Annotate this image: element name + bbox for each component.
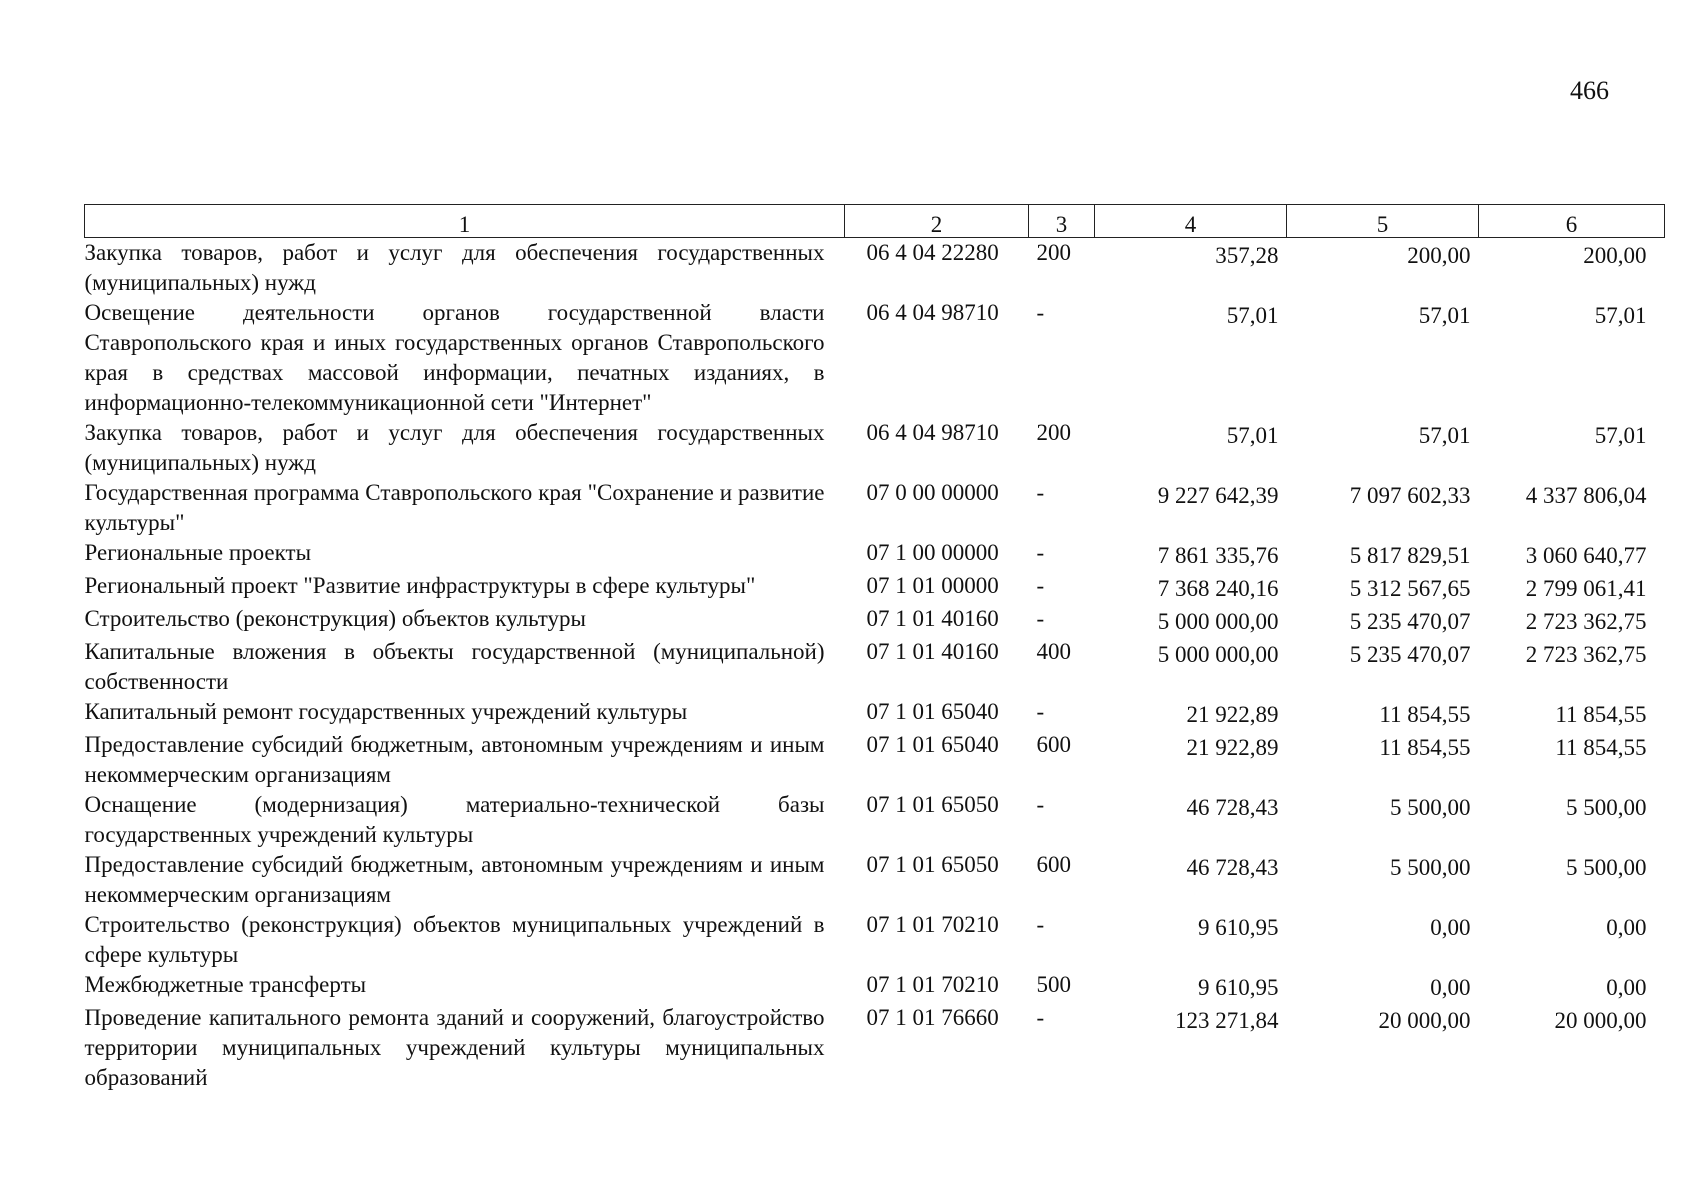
row-code: 07 1 01 65040 <box>866 732 999 757</box>
table-row <box>85 730 1665 790</box>
row-value-1: 5 000 000,00 <box>1157 609 1279 634</box>
table-row <box>85 637 1665 697</box>
table-row <box>85 790 1665 850</box>
row-name: Закупка товаров, работ и услуг для обеспечения государственных (муниципальных) нужд <box>84 240 825 295</box>
table-header <box>85 205 1665 238</box>
row-value-2: 200,00 <box>1407 243 1471 268</box>
row-name: Государственная программа Ставропольского края "Сохранение и развитие культуры" <box>84 480 825 535</box>
row-kind: - <box>1036 1005 1045 1030</box>
row-kind: - <box>1036 912 1045 937</box>
row-kind: - <box>1036 300 1045 325</box>
budget-table <box>84 204 1665 1093</box>
row-code: 07 1 01 00000 <box>866 573 999 598</box>
row-name: Межбюджетные трансферты <box>84 972 367 997</box>
row-value-2: 7 097 602,33 <box>1349 483 1471 508</box>
header-col-4: 4 <box>1095 205 1287 238</box>
row-kind: - <box>1036 699 1045 724</box>
row-name: Освещение деятельности органов государственной власти Ставропольского края и иных государственных органов Ставропольского края в средствах массовой информации, печатных изданиях, в информационно-телекоммуникационной сети "Интернет" <box>84 300 825 415</box>
row-name: Закупка товаров, работ и услуг для обеспечения государственных (муниципальных) нужд <box>84 420 825 475</box>
row-kind: - <box>1036 573 1045 598</box>
row-code: 07 1 01 40160 <box>866 639 999 664</box>
table-row <box>85 298 1665 418</box>
row-value-1: 46 728,43 <box>1186 795 1279 820</box>
row-value-1: 57,01 <box>1226 423 1279 448</box>
row-value-2: 5 235 470,07 <box>1349 642 1471 667</box>
row-value-1: 9 227 642,39 <box>1157 483 1279 508</box>
row-code: 07 1 01 76660 <box>866 1005 999 1030</box>
row-code: 07 1 01 70210 <box>866 972 999 997</box>
table-row <box>85 850 1665 910</box>
header-col-3: 3 <box>1029 205 1095 238</box>
header-col-6: 6 <box>1479 205 1665 238</box>
row-code: 07 1 01 40160 <box>866 606 999 631</box>
row-value-3: 57,01 <box>1594 303 1647 328</box>
row-value-2: 5 817 829,51 <box>1349 543 1471 568</box>
row-kind: - <box>1036 540 1045 565</box>
row-code: 06 4 04 98710 <box>866 300 999 325</box>
row-kind: - <box>1036 792 1045 817</box>
row-value-1: 7 861 335,76 <box>1157 543 1279 568</box>
row-value-3: 5 500,00 <box>1566 855 1647 880</box>
table-row <box>85 604 1665 637</box>
row-name: Предоставление субсидий бюджетным, автономным учреждениям и иным некоммерческим организациям <box>84 732 825 787</box>
row-kind: - <box>1036 480 1045 505</box>
row-code: 07 1 01 65040 <box>866 699 999 724</box>
row-value-1: 21 922,89 <box>1186 702 1279 727</box>
row-value-3: 20 000,00 <box>1554 1008 1647 1033</box>
table-row <box>85 571 1665 604</box>
row-value-3: 2 799 061,41 <box>1525 576 1647 601</box>
row-value-1: 7 368 240,16 <box>1157 576 1279 601</box>
row-value-1: 123 271,84 <box>1175 1008 1279 1033</box>
row-value-2: 0,00 <box>1430 915 1471 940</box>
row-value-2: 57,01 <box>1418 423 1471 448</box>
row-code: 06 4 04 22280 <box>866 240 999 265</box>
table-row <box>85 1003 1665 1093</box>
row-value-1: 57,01 <box>1226 303 1279 328</box>
row-name: Капитальный ремонт государственных учреждений культуры <box>84 699 688 724</box>
row-value-2: 5 312 567,65 <box>1349 576 1471 601</box>
row-value-1: 21 922,89 <box>1186 735 1279 760</box>
row-kind: 200 <box>1036 420 1071 445</box>
header-col-2: 2 <box>845 205 1029 238</box>
row-value-1: 5 000 000,00 <box>1157 642 1279 667</box>
row-value-3: 3 060 640,77 <box>1525 543 1647 568</box>
table-row <box>85 910 1665 970</box>
row-kind: 600 <box>1036 852 1071 877</box>
row-value-1: 357,28 <box>1215 243 1279 268</box>
header-row <box>85 205 1665 238</box>
row-code: 07 1 01 65050 <box>866 852 999 877</box>
row-value-2: 20 000,00 <box>1378 1008 1471 1033</box>
row-value-2: 5 500,00 <box>1390 855 1471 880</box>
row-value-3: 57,01 <box>1594 423 1647 448</box>
row-code: 07 1 01 70210 <box>866 912 999 937</box>
header-col-5: 5 <box>1287 205 1479 238</box>
table-row <box>85 538 1665 571</box>
row-name: Региональные проекты <box>84 540 312 565</box>
row-kind: 400 <box>1036 639 1071 664</box>
row-name: Строительство (реконструкция) объектов муниципальных учреждений в сфере культуры <box>84 912 825 967</box>
table-row <box>85 697 1665 730</box>
row-value-3: 11 854,55 <box>1555 702 1647 727</box>
row-value-1: 9 610,95 <box>1198 975 1279 1000</box>
row-value-2: 11 854,55 <box>1379 702 1471 727</box>
row-code: 07 1 00 00000 <box>866 540 999 565</box>
header-col-1: 1 <box>85 205 845 238</box>
table-row <box>85 478 1665 538</box>
page-number: 466 <box>1570 76 1609 105</box>
row-value-3: 0,00 <box>1606 915 1647 940</box>
row-name: Оснащение (модернизация) материально-технической базы государственных учреждений культуры <box>84 792 825 847</box>
row-value-3: 5 500,00 <box>1566 795 1647 820</box>
row-code: 06 4 04 98710 <box>866 420 999 445</box>
row-name: Капитальные вложения в объекты государственной (муниципальной) собственности <box>84 639 825 694</box>
row-kind: 500 <box>1036 972 1071 997</box>
row-value-2: 11 854,55 <box>1379 735 1471 760</box>
row-kind: - <box>1036 606 1045 631</box>
budget-table-container <box>84 204 1664 1093</box>
table-row <box>85 970 1665 1003</box>
row-name: Проведение капитального ремонта зданий и сооружений, благоустройство территории муниципальных учреждений культуры муниципальных образований <box>84 1005 825 1090</box>
row-value-3: 0,00 <box>1606 975 1647 1000</box>
row-kind: 200 <box>1036 240 1071 265</box>
row-value-2: 57,01 <box>1418 303 1471 328</box>
row-value-3: 2 723 362,75 <box>1525 642 1647 667</box>
row-value-2: 5 235 470,07 <box>1349 609 1471 634</box>
row-name: Строительство (реконструкция) объектов культуры <box>84 606 586 631</box>
row-value-3: 200,00 <box>1583 243 1647 268</box>
row-value-1: 9 610,95 <box>1198 915 1279 940</box>
table-body <box>85 238 1665 1094</box>
table-row <box>85 238 1665 299</box>
row-name: Предоставление субсидий бюджетным, автономным учреждениям и иным некоммерческим организациям <box>84 852 825 907</box>
row-code: 07 0 00 00000 <box>866 480 999 505</box>
row-code: 07 1 01 65050 <box>866 792 999 817</box>
row-value-3: 2 723 362,75 <box>1525 609 1647 634</box>
table-row <box>85 418 1665 478</box>
row-value-3: 11 854,55 <box>1555 735 1647 760</box>
row-value-1: 46 728,43 <box>1186 855 1279 880</box>
row-kind: 600 <box>1036 732 1071 757</box>
row-name: Региональный проект "Развитие инфраструктуры в сфере культуры" <box>84 573 756 598</box>
row-value-2: 5 500,00 <box>1390 795 1471 820</box>
row-value-3: 4 337 806,04 <box>1525 483 1647 508</box>
row-value-2: 0,00 <box>1430 975 1471 1000</box>
